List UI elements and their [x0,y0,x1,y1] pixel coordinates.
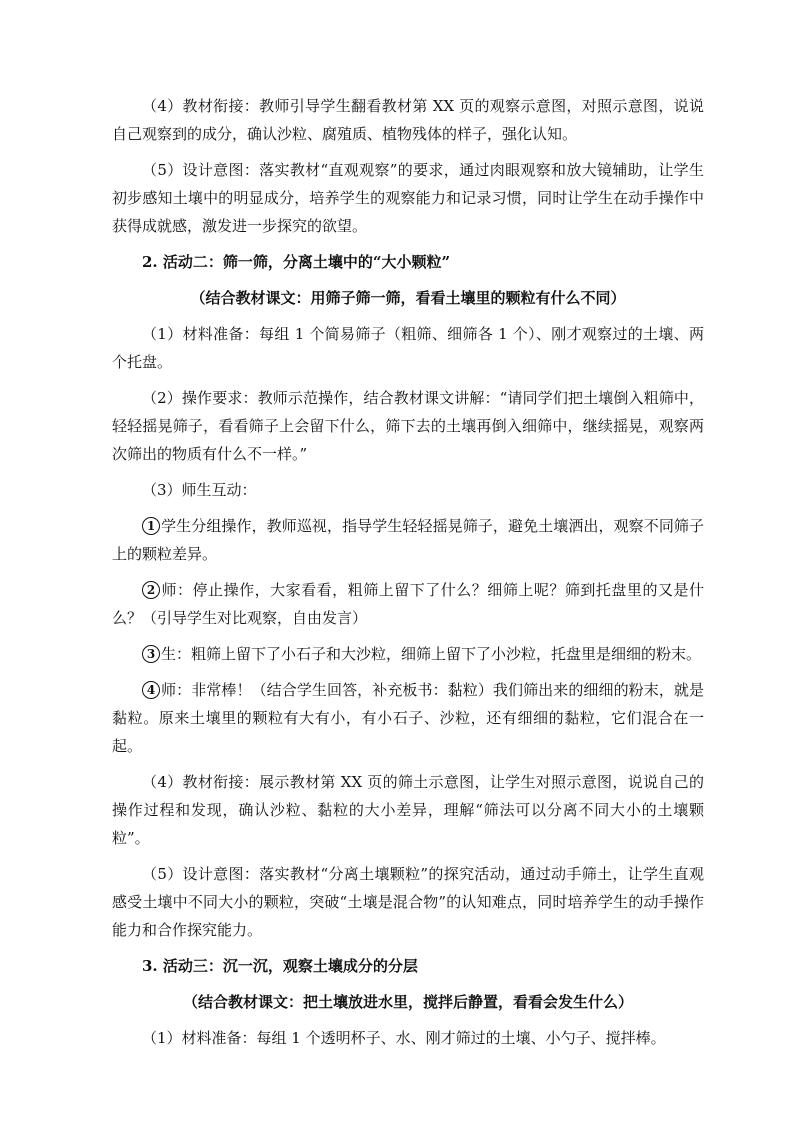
subheading-activity-3: （结合教材课文：把土壤放进水里，搅拌后静置，看看会发生什么） [182,993,633,1011]
list-item-step-3 [112,640,704,668]
subheading-activity-2: （结合教材课文：用筛子筛一筛，看看土壤里的颗粒有什么不同） [190,289,626,307]
paragraph-design-intent-1: （5）设计意图：落实教材“直观观察”的要求，通过肉眼观察和放大镜辅助，让学生初步感知土壤中的明显成分，培养学生的观察能力和记录习惯，同时让学生在动手操作中获得成就感，激发进一步探究的欲望。 [112,161,704,235]
list-item-step-1 [112,512,704,568]
list-item-text: 师：停止操作，大家看看，粗筛上留下了什么？细筛上呢？筛到托盘里的又是什么？（引导学生对比观察，自由发言） [112,581,704,627]
heading-activity-3: 3. 活动三：沉一沉，观察土壤成分的分层 [142,957,418,975]
paragraph-design-intent-2: （5）设计意图：落实教材“分离土壤颗粒”的探究活动，通过动手筛土，让学生直观感受土壤中不同大小的颗粒，突破“土壤是混合物”的认知难点，同时培养学生的动手操作能力和合作探究能力。 [112,865,704,939]
circled-number-1: 1 [142,517,160,535]
list-item-step-2 [112,576,704,632]
list-item-text: 学生分组操作，教师巡视，指导学生轻轻摇晃筛子，避免土壤洒出，观察不同筛子上的颗粒差异。 [112,517,704,563]
paragraph-interaction-label: （3）师生互动： [142,481,257,499]
document-page [112,92,704,1052]
heading-activity-2: 2. 活动二：筛一筛，分离土壤中的“大小颗粒” [142,253,451,271]
paragraph-textbook-link-1: （4）教材衔接：教师引导学生翻看教材第 XX 页的观察示意图，对照示意图，说说自己观察到的成分，确认沙粒、腐殖质、植物残体的样子，强化认知。 [112,97,704,143]
list-item-text: 师：非常棒！（结合学生回答，补充板书：黏粒）我们筛出来的细细的粉末，就是黏粒。原来土壤里的颗粒有大有小，有小石子、沙粒，还有细细的黏粒，它们混合在一起。 [112,681,704,755]
paragraph-materials-2: （1）材料准备：每组 1 个简易筛子（粗筛、细筛各 1 个）、刚才观察过的土壤、两个托盘。 [112,325,704,371]
paragraph-textbook-link-2: （4）教材衔接：展示教材第 XX 页的筛土示意图，让学生对照示意图，说说自己的操作过程和发现，确认沙粒、黏粒的大小差异，理解“筛法可以分离不同大小的土壤颗粒”。 [112,773,704,847]
circled-number-4: 4 [142,681,160,699]
circled-number-2: 2 [142,581,160,599]
list-item-step-4 [112,676,704,760]
list-item-text: 生：粗筛上留下了小石子和大沙粒，细筛上留下了小沙粒，托盘里是细细的粉末。 [161,645,702,663]
paragraph-materials-3: （1）材料准备：每组 1 个透明杯子、水、刚才筛过的土壤、小勺子、搅拌棒。 [142,1029,666,1047]
paragraph-operation-2: （2）操作要求：教师示范操作，结合教材课文讲解：“请同学们把土壤倒入粗筛中，轻轻摇晃筛子，看看筛子上会留下什么，筛下去的土壤再倒入细筛中，继续摇晃，观察两次筛出的物质有什么不一样。” [112,389,704,463]
circled-number-3: 3 [142,645,160,663]
